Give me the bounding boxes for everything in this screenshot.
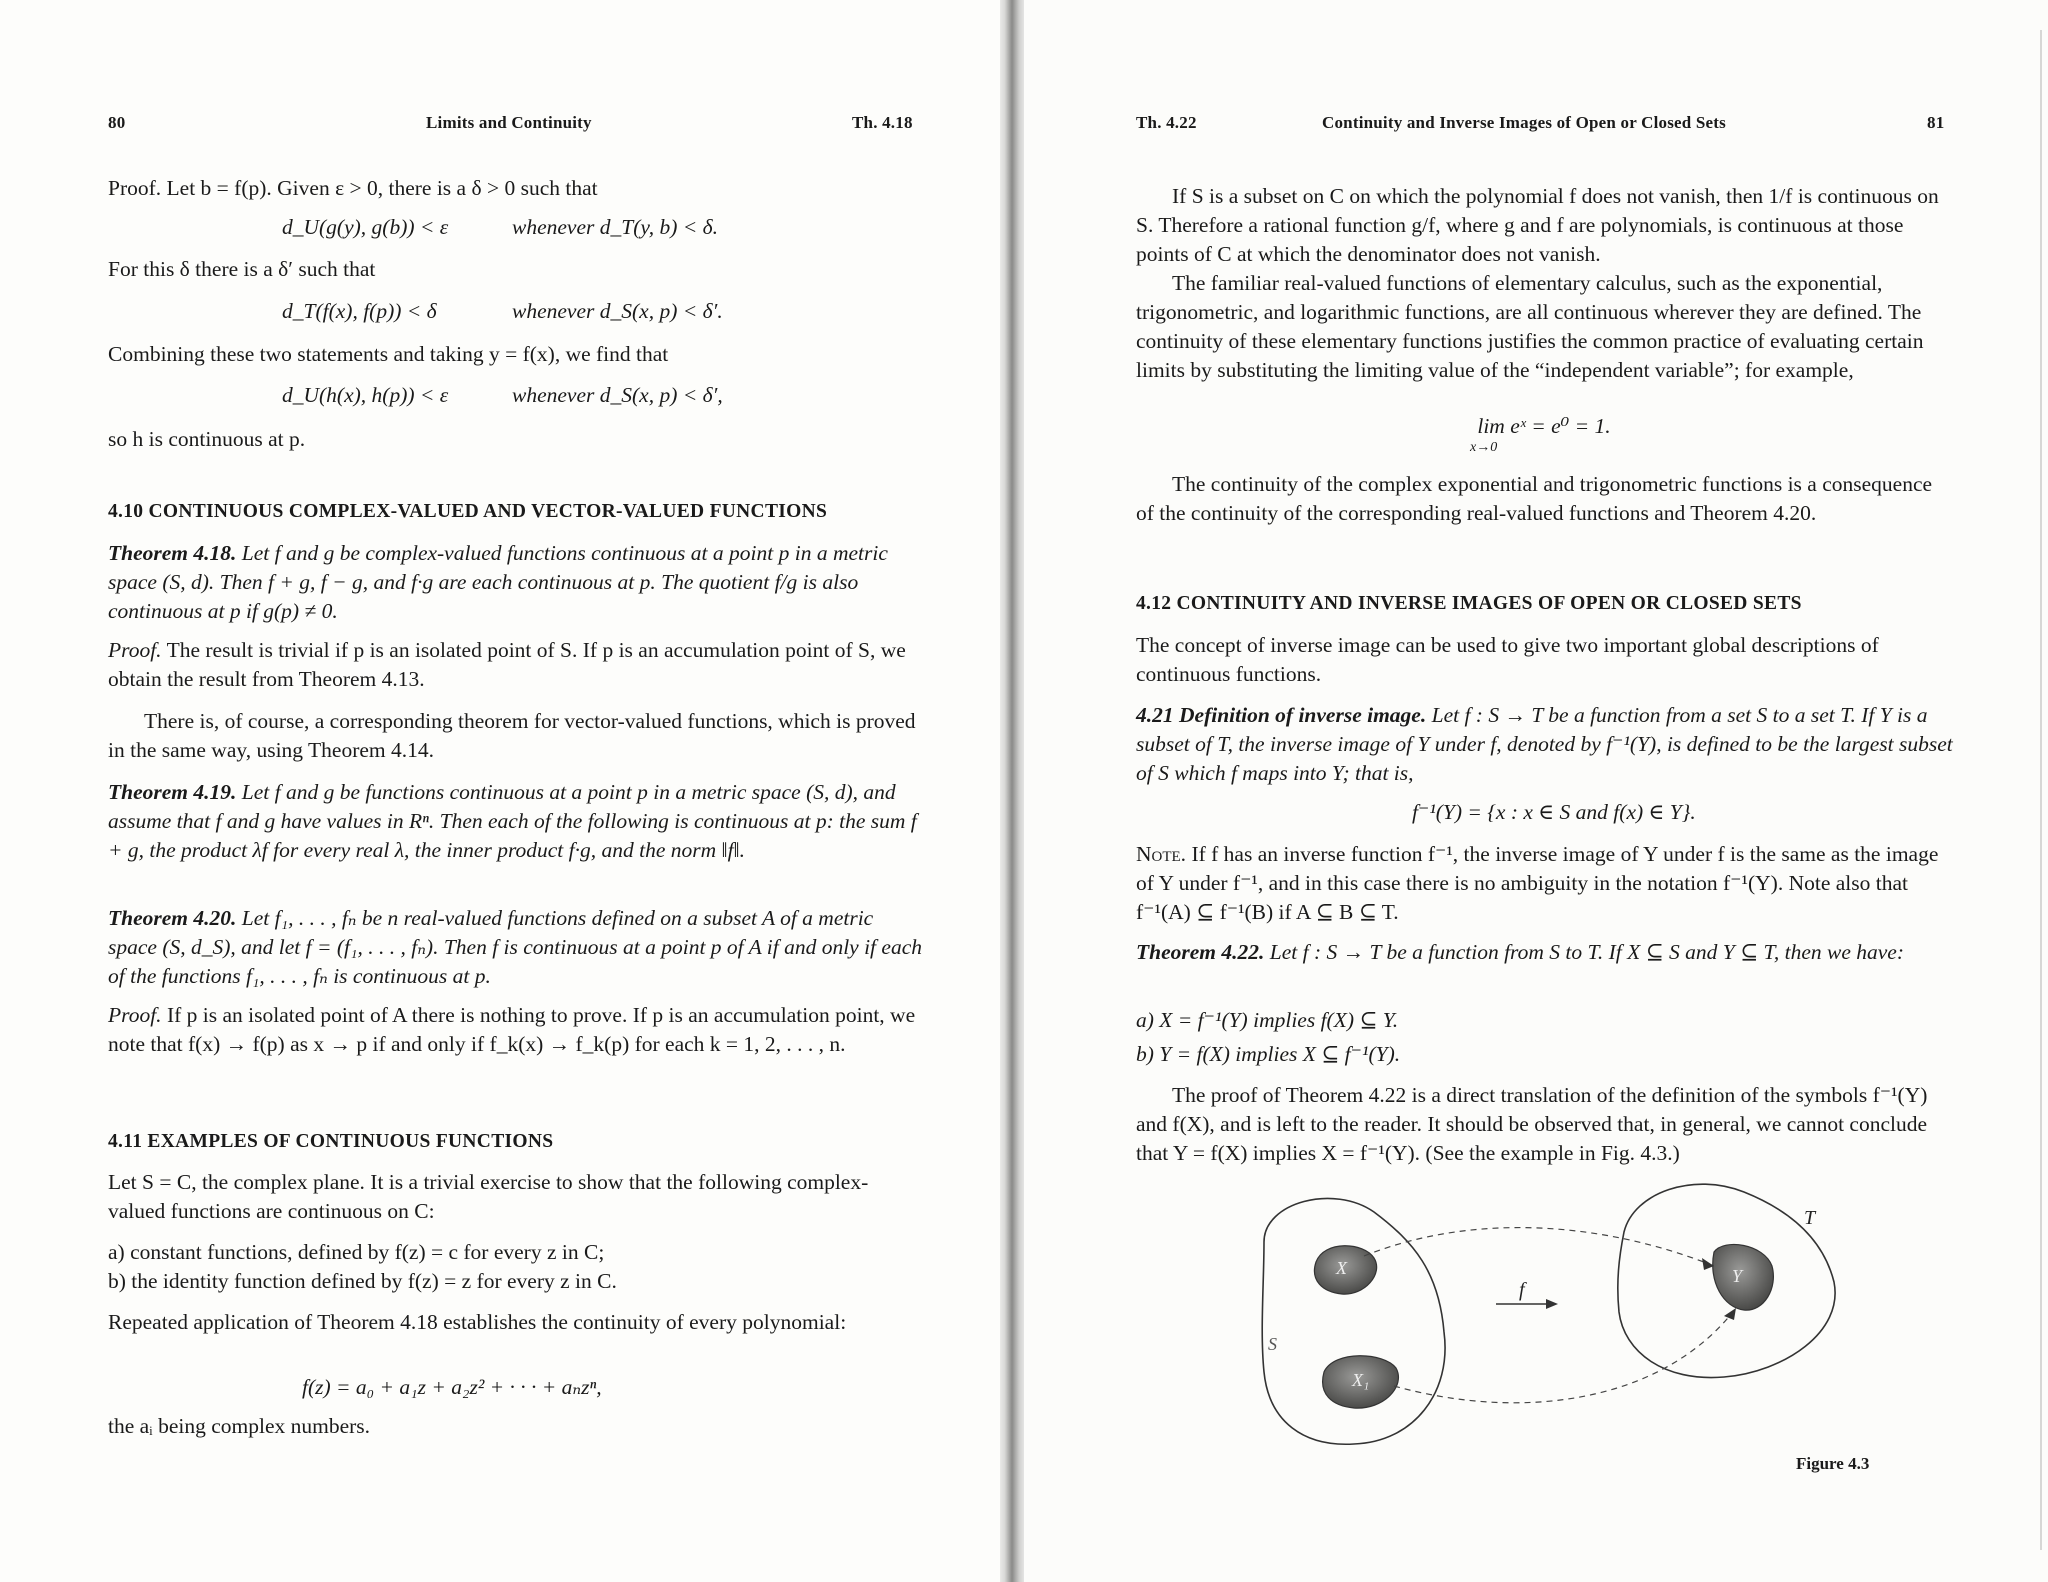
- theorem-label: Theorem 4.22.: [1136, 940, 1265, 964]
- list-item-b-right: b) Y = f(X) implies X ⊆ f⁻¹(Y).: [1136, 1042, 1401, 1066]
- arrowhead-bottom: [1724, 1308, 1736, 1320]
- page-number-right: 81: [1927, 113, 1945, 132]
- theorem-text: Let f₁, . . . , fₙ be n real-valued functions defined on a subset A of a metric space (S, d_S), and let f = (f₁, . . . , fₙ). Then f is continuous at a point p of A if and only if each of the functions f₁, . . . , fₙ is continuous at p.: [108, 906, 922, 988]
- note-text: If f has an inverse function f⁻¹, the inverse image of Y under f is the same as the image of Y under f⁻¹, and in this case there is no ambiguity in the notation f⁻¹(Y). Note also that f⁻¹(A) ⊆ f⁻¹(B) if A ⊆ B ⊆ T.: [1136, 842, 1939, 924]
- theorem-label: Theorem 4.18.: [108, 541, 237, 565]
- paragraph-4-11: Let S = C, the complex plane. It is a trivial exercise to show that the following complex-valued functions are continuous on C:: [108, 1170, 869, 1223]
- mapping-arc-X-to-Y: [1364, 1228, 1714, 1266]
- theorem-label: Theorem 4.19.: [108, 780, 237, 804]
- paragraph-proof-4-22: The proof of Theorem 4.22 is a direct translation of the definition of the symbols f⁻¹(Y) and f(X), and is left to the reader. It should be observed that, in general, we cannot conclude that Y = f(X) implies X = f⁻¹(Y). (See the example in Fig. 4.3.): [1136, 1083, 1928, 1165]
- proof-line-1: Proof. Let b = f(p). Given ε > 0, there is a δ > 0 such that: [108, 176, 598, 200]
- page-number-left: 80: [108, 113, 126, 132]
- paragraph-rational: If S is a subset on C on which the polynomial f does not vanish, then 1/f is continuous on S. Therefore a rational function g/f, where g and f are polynomials, is continuous at those points of C at which the denominator does not vanish.: [1136, 184, 1939, 266]
- label-X1: X₁: [1352, 1370, 1370, 1390]
- inverse-image-equation: f⁻¹(Y) = {x : x ∈ S and f(x) ∈ Y}.: [1412, 800, 1696, 824]
- figure-caption: Figure 4.3: [1796, 1454, 1870, 1473]
- theorem-4-22: [1136, 938, 1954, 967]
- theorem-4-20: [108, 904, 924, 991]
- theorem-text: Let f and g be functions continuous at a point p in a metric space (S, d), and assume that f and g have values in Rⁿ. Then each of the following is continuous at p: the sum f + g, the product λf for every real λ, the inner product f·g, and the norm ‖f‖.: [108, 780, 917, 862]
- label-f: f: [1519, 1279, 1525, 1301]
- theorem-label: Theorem 4.20.: [108, 906, 237, 930]
- theorem-4-18: [108, 539, 924, 626]
- limit-example: [1444, 412, 1644, 455]
- definition-text: Let f : S → T be a function from a set S to a set T. If Y is a subset of T, the inverse image of Y under f, denoted by f⁻¹(Y), is defined to be the largest subset of S which f maps into Y; that is,: [1136, 703, 1953, 785]
- section-heading-4-11: 4.11 EXAMPLES OF CONTINUOUS FUNCTIONS: [108, 1131, 554, 1152]
- note-label: Note.: [1136, 842, 1187, 866]
- label-S: S: [1268, 1334, 1277, 1354]
- theorem-text: Let f and g be complex-valued functions continuous at a point p in a metric space (S, d). Then f + g, f − g, and f·g are each continuous at p. The quotient f/g is also continuous at p if g(p) ≠ 0.: [108, 541, 888, 623]
- definition-4-21: [1136, 701, 1954, 788]
- proof-label: Proof.: [108, 1003, 162, 1027]
- section-heading-4-12: 4.12 CONTINUITY AND INVERSE IMAGES OF OPEN OR CLOSED SETS: [1136, 593, 1802, 614]
- note-paragraph: [1136, 840, 1954, 927]
- label-T: T: [1804, 1207, 1816, 1229]
- proof-4-20: [108, 1001, 924, 1059]
- section-heading-4-10: 4.10 CONTINUOUS COMPLEX-VALUED AND VECTOR-VALUED FUNCTIONS: [108, 501, 828, 522]
- paragraph-polynomial: Repeated application of Theorem 4.18 establishes the continuity of every polynomial:: [108, 1310, 847, 1334]
- proof-line-2: For this δ there is a δ′ such that: [108, 257, 376, 281]
- proof-4-18: [108, 636, 924, 694]
- running-title-left: Limits and Continuity: [426, 113, 592, 132]
- running-title-right: Continuity and Inverse Images of Open or Closed Sets: [1322, 113, 1726, 132]
- theorem-text: Let f : S → T be a function from S to T. If X ⊆ S and Y ⊆ T, then we have:: [1269, 940, 1904, 964]
- limit-equation: lim eˣ = e⁰ = 1.: [1477, 414, 1611, 438]
- list-item-a-right: a) X = f⁻¹(Y) implies f(X) ⊆ Y.: [1136, 1008, 1399, 1032]
- polynomial-equation: f(z) = a₀ + a₁z + a₂z² + · · · + aₙzⁿ,: [302, 1375, 602, 1399]
- proof-text: The result is trivial if p is an isolated point of S. If p is an accumulation point of S, we obtain the result from Theorem 4.13.: [108, 638, 906, 691]
- paragraph-complex-exp: The continuity of the complex exponential and trigonometric functions is a consequence of the continuity of the corresponding real-valued functions and Theorem 4.20.: [1136, 472, 1933, 525]
- proof-eq-2-rhs: whenever d_S(x, p) < δ′.: [512, 299, 723, 323]
- paragraph-elementary: The familiar real-valued functions of elementary calculus, such as the exponential, trigonometric, and logarithmic functions, are all continuous wherever they are defined. The continuity of these elementary functions justifies the common practice of evaluating certain limits by substituting the limiting value of the “independent variable”; for example,: [1136, 271, 1924, 382]
- page-edge: [2040, 30, 2042, 1550]
- theorem-ref-right: Th. 4.22: [1136, 113, 1197, 132]
- limit-subscript: x→0: [1470, 440, 1498, 455]
- list-item-b-left: b) the identity function defined by f(z) = z for every z in C.: [108, 1269, 617, 1293]
- list-item-a-left: a) constant functions, defined by f(z) = c for every z in C;: [108, 1240, 605, 1264]
- proof-eq-1-rhs: whenever d_T(y, b) < δ.: [512, 215, 719, 239]
- paragraph-4-12: The concept of inverse image can be used to give two important global descriptions of continuous functions.: [1136, 633, 1879, 686]
- polynomial-tail: the aᵢ being complex numbers.: [108, 1414, 371, 1438]
- proof-line-4: so h is continuous at p.: [108, 427, 306, 451]
- definition-label: 4.21 Definition of inverse image.: [1136, 703, 1427, 727]
- figure-4-3: [1224, 1172, 1864, 1472]
- function-arrowhead: [1546, 1299, 1558, 1309]
- proof-text: If p is an isolated point of A there is nothing to prove. If p is an accumulation point, we note that f(x) → f(p) as x → p if and only if f_k(x) → f_k(p) for each k = 1, 2, . . . , n.: [108, 1003, 916, 1056]
- theorem-4-19: [108, 778, 924, 865]
- proof-eq-3-rhs: whenever d_S(x, p) < δ′,: [512, 383, 723, 407]
- left-page: [0, 0, 1000, 1582]
- paragraph-vector-valued: There is, of course, a corresponding theorem for vector-valued functions, which is proved in the same way, using Theorem 4.14.: [108, 709, 916, 762]
- proof-eq-3-lhs: d_U(h(x), h(p)) < ε: [282, 383, 449, 407]
- label-X: X: [1336, 1258, 1347, 1278]
- proof-line-3: Combining these two statements and taking y = f(x), we find that: [108, 342, 669, 366]
- proof-eq-1-lhs: d_U(g(y), g(b)) < ε: [282, 215, 449, 239]
- proof-label: Proof.: [108, 638, 162, 662]
- proof-eq-2-lhs: d_T(f(x), f(p)) < δ: [282, 299, 437, 323]
- right-page: [1024, 0, 2048, 1582]
- set-Y-blob: [1713, 1244, 1774, 1310]
- theorem-ref-left: Th. 4.18: [852, 113, 913, 132]
- label-Y: Y: [1732, 1266, 1743, 1286]
